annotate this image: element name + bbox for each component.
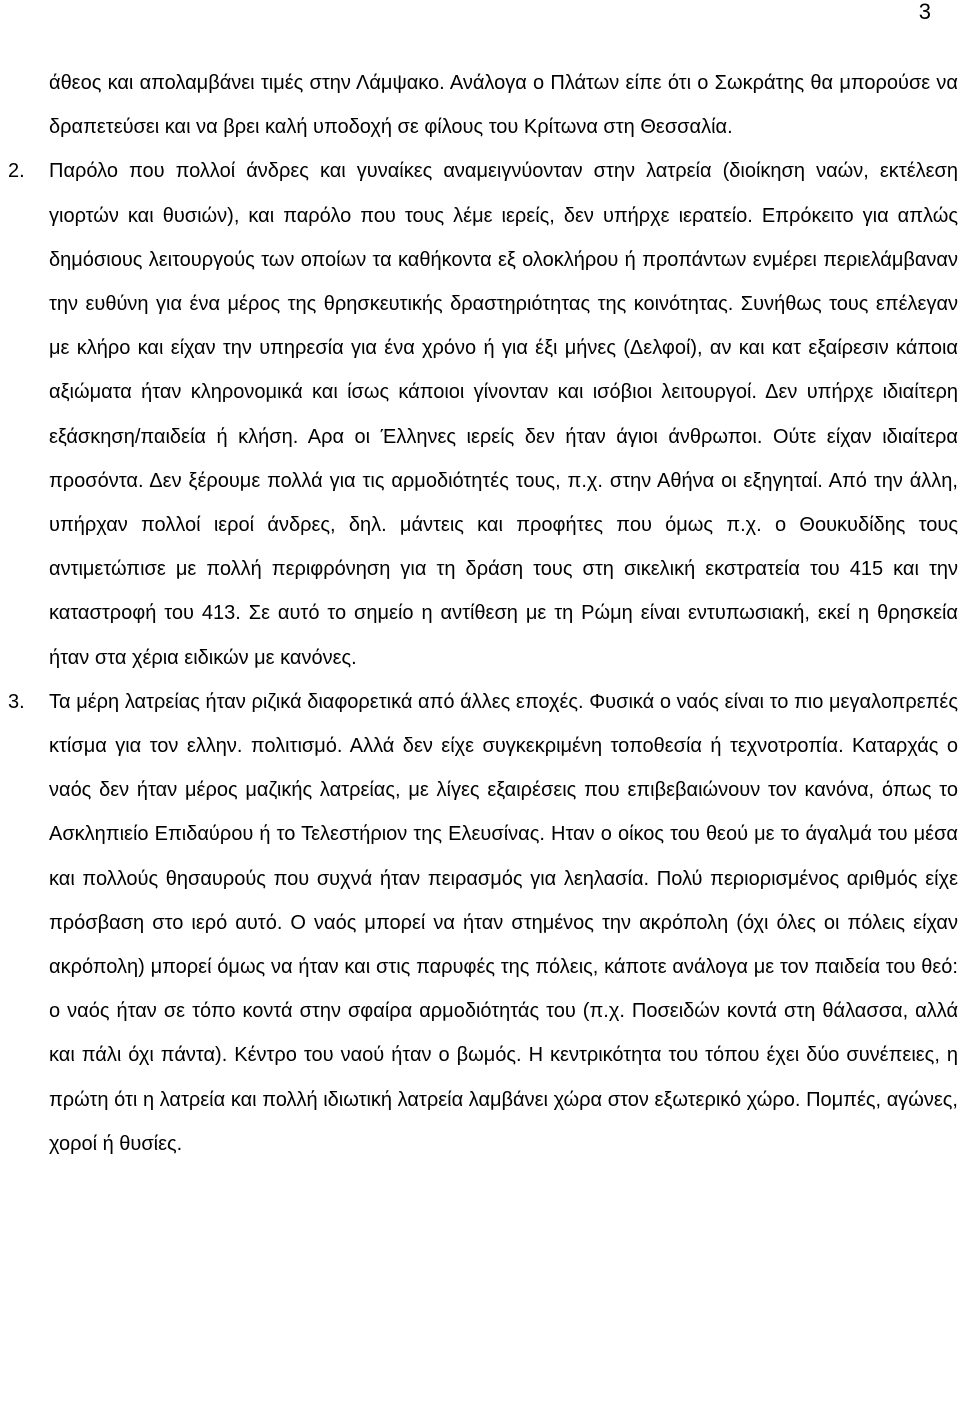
list-item-2	[8, 149, 958, 679]
paragraph-text: Τα μέρη λατρείας ήταν ριζικά διαφορετικά από άλλες εποχές. Φυσικά ο ναός είναι το πιο μεγαλοπρεπές κτίσμα για τον ελλην. πολιτισμό. Αλλά δεν είχε συγκεκριμένη τοποθεσία ή τεχνοτροπία. Καταρχάς ο ναός δεν ήταν μέρος μαζικής λατρείας, με λίγες εξαιρέσεις που επιβεβαιώνουν τον κανόνα, όπως το Ασκληπιείο Επιδαύρου ή το Τελεστήριον της Ελευσίνας. Ηταν ο οίκος του θεού με το άγαλμά του μέσα και πολλούς θησαυρούς που συχνά ήταν πειρασμός για λεηλασία. Πολύ περιορισμένος αριθμός είχε πρόσβαση στο ιερό αυτό. Ο ναός μπορεί να ήταν στημένος την ακρόπολη (όχι όλες οι πόλεις είχαν ακρόπολη) μπορεί όμως να ήταν και στις παρυφές της πόλεις, κάποτε ανάλογα με τον παιδεία του θεό: ο ναός ήταν σε τόπο κοντά στην σφαίρα αρμοδιότητάς του (π.χ. Ποσειδών κοντά στη θάλασσα, αλλά και πάλι όχι πάντα). Κέντρο του ναού ήταν ο βωμός. Η κεντρικότητα του τόπου έχει δύο συνέπειες, η πρώτη ότι η λατρεία και πολλή ιδιωτική λατρεία λαμβάνει χώρα στον εξωτερικό χώρο. Πομπές, αγώνες, χοροί ή θυσίες.	[49, 690, 958, 1155]
document-body	[8, 61, 958, 1166]
list-item-number: 2.	[8, 160, 25, 183]
paragraph-continuation	[8, 61, 958, 149]
list-item-3	[8, 680, 958, 1166]
paragraph-text: άθεος και απολαμβάνει τιμές στην Λάμψακο. Ανάλογα ο Πλάτων είπε ότι ο Σωκράτης θα μπορούσε να δραπετεύσει και να βρει καλή υποδοχή σε φίλους του Κρίτωνα στη Θεσσαλία.	[49, 72, 958, 139]
list-item-number: 3.	[8, 690, 25, 713]
paragraph-text: Παρόλο που πολλοί άνδρες και γυναίκες αναμειγνύονταν στην λατρεία (διοίκηση ναών, εκτέλεση γιορτών και θυσιών), και παρόλο που τους λέμε ιερείς, δεν υπήρχε ιερατείο. Επρόκειτο για απλώς δημόσιους λειτουργούς των οποίων τα καθήκοντα εξ ολοκλήρου ή προπάντων ενμέρει περιελάμβαναν την ευθύνη για ένα μέρος της θρησκευτικής δραστηριότητας της κοινότητας. Συνήθως τους επέλεγαν με κλήρο και είχαν την υπηρεσία για ένα χρόνο ή για έξι μήνες (Δελφοί), αν και κατ εξαίρεσιν κάποια αξιώματα ήταν κληρονομικά και ίσως κάποιοι γίνονταν και ισόβιοι λειτουργοί. Δεν υπήρχε ιδιαίτερη εξάσκηση/παιδεία ή κλήση. Αρα οι Έλληνες ιερείς δεν ήταν άγιοι άνθρωποι. Ούτε είχαν ιδιαίτερα προσόντα. Δεν ξέρουμε πολλά για τις αρμοδιότητές τους, π.χ. στην Αθήνα οι εξηγηταί. Από την άλλη, υπήρχαν πολλοί ιεροί άνδρες, δηλ. μάντεις και προφήτες που όμως π.χ. ο Θουκυδίδης τους αντιμετώπισε με πολλή περιφρόνηση για τη δράση τους στη σικελική εκστρατεία του 415 και την καταστροφή του 413. Σε αυτό το σημείο η αντίθεση με τη Ρώμη είναι εντυπωσιακή, εκεί η θρησκεία ήταν στα χέρια ειδικών με κανόνες.	[49, 160, 958, 669]
page-number: 3	[918, 0, 931, 24]
